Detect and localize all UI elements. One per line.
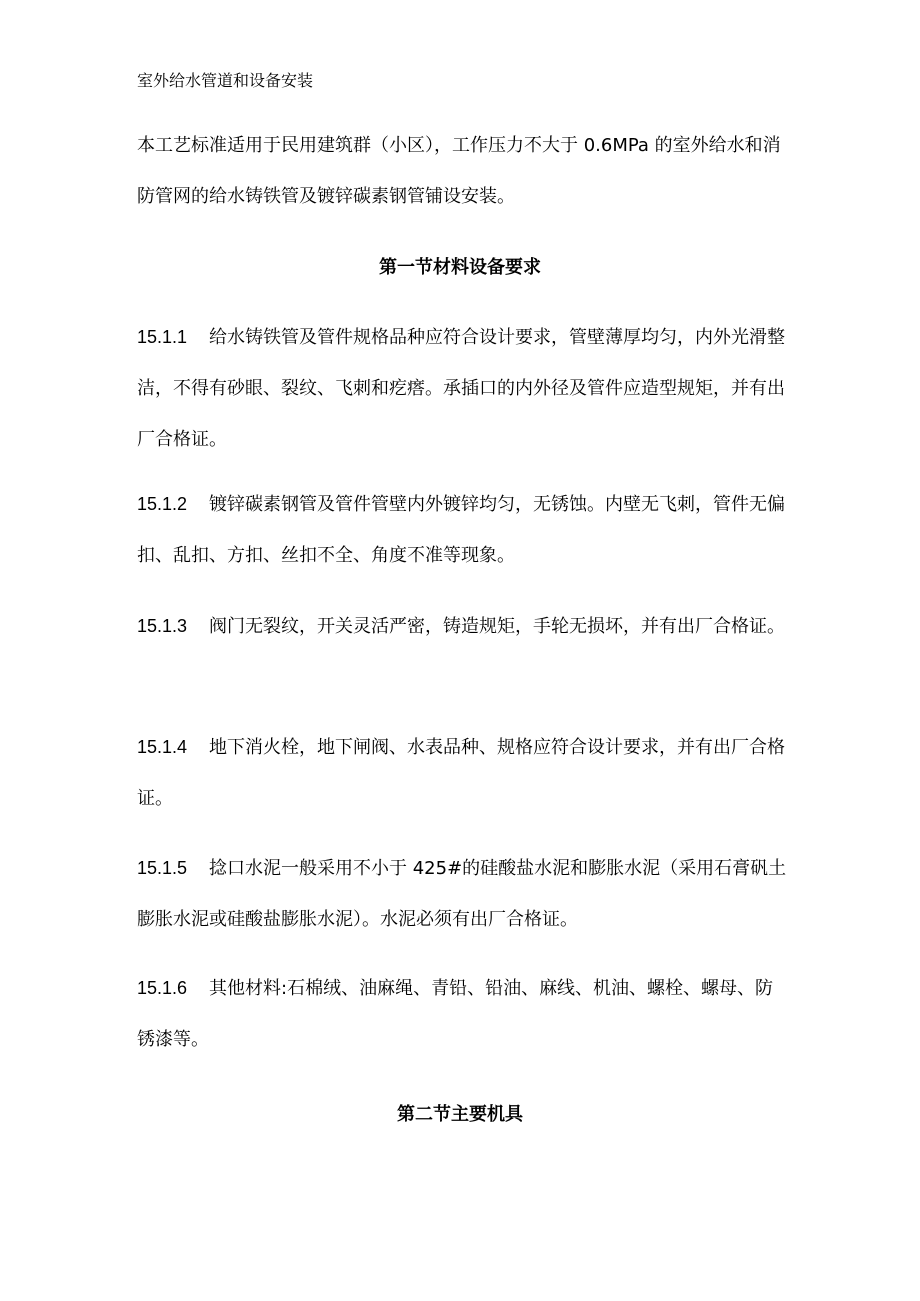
clause-15-1-3 bbox=[137, 601, 787, 652]
clause-text: 给水铸铁管及管件规格品种应符合设计要求，管壁薄厚均匀，内外光滑整洁，不得有砂眼、裂纹、飞刺和疙瘩。承插口的内外径及管件应造型规矩，并有出厂合格证。 bbox=[137, 327, 785, 450]
clause-text: 其他材料:石棉绒、油麻绳、青铅、铅油、麻线、机油、螺栓、螺母、防锈漆等。 bbox=[137, 978, 774, 1050]
clause-text: 地下消火栓，地下闸阀、水表品种、规格应符合设计要求，并有出厂合格证。 bbox=[137, 737, 785, 809]
clause-number: 15.1.1 bbox=[137, 327, 188, 347]
clause-number: 15.1.3 bbox=[137, 616, 188, 636]
clause-text: 捻口水泥一般采用不小于 425#的硅酸盐水泥和膨胀水泥（采用石膏矾土膨胀水泥或硅酸盐膨胀水泥）。水泥必须有出厂合格证。 bbox=[137, 858, 787, 930]
document-title: 室外给水管道和设备安装 bbox=[137, 71, 314, 90]
clause-15-1-4 bbox=[137, 722, 787, 824]
clause-number: 15.1.5 bbox=[137, 858, 188, 878]
clause-number: 15.1.6 bbox=[137, 978, 188, 998]
clause-number: 15.1.4 bbox=[137, 737, 188, 757]
section-2-heading: 第二节主要机具 bbox=[397, 1104, 523, 1125]
clause-text: 阀门无裂纹，开关灵活严密，铸造规矩，手轮无损坏，并有出厂合格证。 bbox=[209, 616, 785, 637]
clause-number: 15.1.2 bbox=[137, 494, 188, 514]
clause-15-1-6 bbox=[137, 963, 787, 1065]
intro-paragraph: 本工艺标准适用于民用建筑群（小区），工作压力不大于 0.6MPa 的室外给水和消防管网的给水铸铁管及镀锌碳素钢管铺设安装。 bbox=[137, 135, 781, 207]
clause-15-1-1 bbox=[137, 312, 787, 465]
section-1-heading: 第一节材料设备要求 bbox=[379, 257, 541, 278]
clause-15-1-5 bbox=[137, 843, 787, 945]
clause-text: 镀锌碳素钢管及管件管壁内外镀锌均匀，无锈蚀。内壁无飞刺，管件无偏扣、乱扣、方扣、丝扣不全、角度不准等现象。 bbox=[137, 494, 785, 566]
clause-15-1-2 bbox=[137, 479, 787, 581]
